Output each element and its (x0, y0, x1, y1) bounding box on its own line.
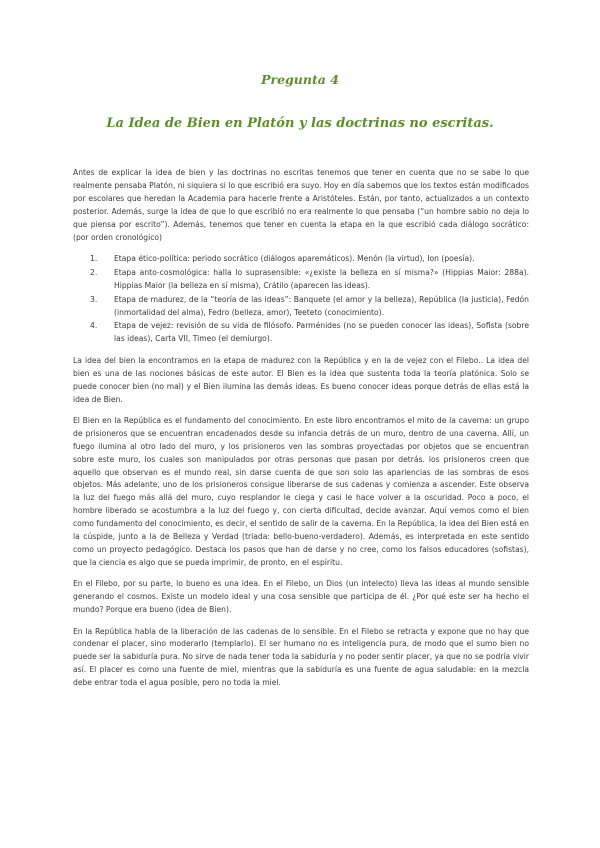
intro-paragraph: Antes de explicar la idea de bien y las doctrinas no escritas tenemos que tener en cuenta que no se sabe lo que realmente pensaba Platón, ni siquiera si lo que escribió era suyo. Hoy en día sabemos que los textos están modificados por escolares que heredan la Academia para hacerle frente a Aristóteles. Están, por tanto, actualizados a un contexto posterior. Además, surge la idea de que lo que escribió no era realmente lo que pensaba (“un hombre sabio no deja lo que piensa por escrito”). Además, tenemos que tener en cuenta la etapa en la que escribió cada diálogo socrático: (por orden cronológico) (73, 168, 529, 242)
list-item-text: Etapa de vejez: revisión de su vida de filósofo. Parménides (no se pueden conocer las ideas), Sofista (sobre las ideas), Carta VII, Timeo (el demiurgo). (114, 321, 529, 344)
list-item (90, 253, 529, 266)
list-item-text: Etapa ético-política: periodo socrático (diálogos aparemáticos). Menón (la virtud), Ion (poesía). (114, 253, 475, 263)
document-title: La Idea de Bien en Platón y las doctrinas no escritas. (106, 116, 494, 131)
list-item (90, 320, 529, 346)
list-item (90, 294, 529, 320)
stages-list (73, 253, 529, 346)
list-item (90, 267, 529, 293)
document-body (73, 167, 529, 699)
list-item-number: 1. (90, 253, 98, 263)
list-item-text: Etapa anto-cosmológica: halla lo suprasensible: «¿existe la belleza en sí misma?» (Hippias Maior: 288a). Hippias Maior (la belleza en sí misma), Crátilo (aparecen las ideas). (114, 267, 529, 290)
list-item-number: 3. (90, 294, 98, 304)
list-item-text: Etapa de madurez, de la “teoría de las ideas”: Banquete (el amor y la belleza), República (la justicia), Fedón (inmortalidad del alma), Fedro (belleza, amor), Teeteto (conocimiento). (114, 294, 529, 317)
question-heading: Pregunta 4 (261, 72, 339, 87)
body-paragraph: La idea del bien la encontramos en la etapa de madurez con la República y en la de vejez con el Filebo.. La idea del bien es una de las nociones básicas de este autor. El Bien es la idea que sustenta toda la teoría platónica. Solo se puede conocer bien (no mal) y el Bien ilumina las demás ideas. Es bueno conocer ideas porque detrás de ellas está la idea de Bien. (73, 355, 529, 404)
list-item-number: 2. (90, 267, 98, 277)
body-paragraph: En la República habla de la liberación de las cadenas de lo sensible. En el Filebo se retracta y expone que no hay que condenar el placer, sino moderarlo (templarlo). El ser humano no es inteligencia pura, de modo que el sumo bien no puede ser la sabiduría pura. No sirve de nada tener toda la sabiduría y no poder sentir placer, ya que no se podría vivir así. El placer es como una fuente de miel, mientras que la sabiduría es una fuente de agua saludable: en la mezcla debe entrar toda el agua posible, pero no toda la miel. (73, 626, 529, 688)
body-paragraph: En el Filebo, por su parte, lo bueno es una idea. En el Filebo, un Dios (un intelecto) lleva las ideas al mundo sensible generando el cosmos. Existe un modelo ideal y una cosa sensible que participa de él. ¿Por qué este ser ha hecho el mundo? Porque era bueno (idea de Bien). (73, 579, 529, 615)
body-paragraph: El Bien en la República es el fundamento del conocimiento. En este libro encontramos el mito de la caverna: un grupo de prisioneros que se encuentran encadenados desde su infancia detrás de un muro, dentro de una caverna. Allí, un fuego ilumina al otro lado del muro, y los prisioneros ven las sombras proyectadas por objetos que se encuentran sobre este muro, los cuales son manipulados por otras personas que pasan por detrás. los prisioneros creen que aquello que observan es el mundo real, sin darse cuenta de que son solo las apariencias de las sombras de esos objetos. Más adelante, uno de los prisioneros consigue liberarse de sus cadenas y comienza a ascender. Este observa la luz del fuego más allá del muro, cuyo resplandor le ciega y casi le hace volver a la oscuridad. Poco a poco, el hombre liberado se acostumbra a la luz del fuego y, con cierta dificultad, decide avanzar. Aquí vemos como el bien como fundamento del conocimiento, es decir, el sentido de salir de la caverna. En la República, la idea del Bien está en la cúspide, junto a la de Belleza y Verdad (triada: bello-bueno-verdadero). Además, es interpretada en este sentido como un proyecto pedagógico. Destaca los pasos que han de darse y no cree, como los falsos educadores (sofistas), que la ciencia es algo que se pueda imprimir, de pronto, en el espíritu. (73, 415, 529, 567)
list-item-number: 4. (90, 321, 98, 331)
